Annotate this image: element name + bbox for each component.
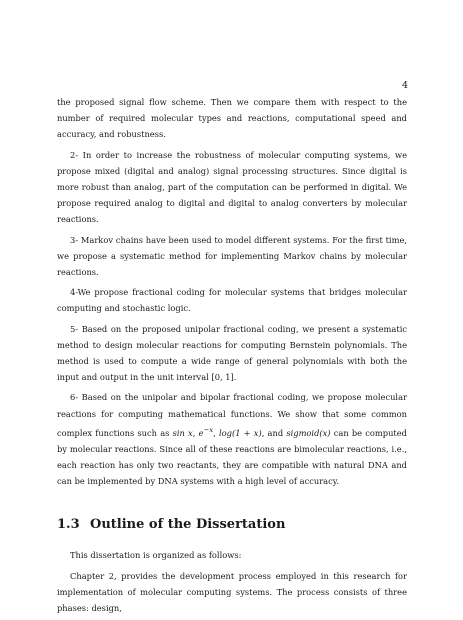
math-sigmoid: sigmoid(x) [286, 427, 331, 438]
math-sin: sin x [172, 427, 193, 438]
section-number: 1.3 [57, 517, 80, 533]
paragraph-outline-intro: This dissertation is organized as follows: [70, 550, 242, 561]
paragraph-chapter-2: Chapter 2, provides the development process employed in this research for implementation of molecular computing systems. The process consists of three phases: design, [57, 570, 407, 614]
math-exp-superscript: −x [203, 425, 214, 434]
page-number: 4 [401, 80, 408, 91]
paragraph-continuation: the proposed signal flow scheme. Then we compare them with respect to the number of required molecular types and reactions, computational speed and accuracy, and robustness. [57, 97, 407, 140]
math-exp: e [198, 427, 204, 438]
paragraph-item-3: 3- Markov chains have been used to model different systems. For the first time, we propose a systematic method for implementing Markov chains by molecular reactions. [57, 234, 407, 278]
paragraph-item-4: 4-We propose fractional coding for molecular systems that bridges molecular computing and stochastic logic. [57, 287, 407, 314]
paragraph-text: 6- Based on the unipolar and bipolar fractional coding, we propose molecular reactions for computing mathematical functions. We show that some common complex functions such as [57, 392, 407, 438]
paragraph-item-5: 5- Based on the proposed unipolar fractional coding, we present a systematic method to design molecular reactions for computing Bernstein polynomials. The method is used to compute a wide range of general polynomials with both the input and output in the unit interval [0, 1]. [57, 323, 407, 383]
page-body [57, 94, 407, 620]
paragraph-text: can be computed by molecular reactions. Since all of these reactions are bimolecular reactions, i.e., each reaction has only two reactants, they are compatible with natural DNA and can be implemented by DNA systems with a high level of accuracy. [57, 427, 407, 487]
paragraph-item-6: 6- Based on the unipolar and bipolar fractional coding, we propose molecular reactions for computing mathematical functions. We show that some common complex functions such as sin x, $e^{-x}$, log(1 + x), and sigmoid(x) can be computed by molecular reactions. Since all of these reactions are bimolecular reactions, i.e., each reaction has only two reactants, they are compatible with natural DNA and can be implemented by DNA systems with a high level of accuracy. [57, 392, 407, 487]
math-log: log(1 + x) [219, 427, 262, 438]
section-title: Outline of the Dissertation [90, 517, 286, 533]
paragraph-item-2: 2- In order to increase the robustness of molecular computing systems, we propose mixed (digital and analog) signal processing structures. Since digital is more robust than analog, part of the computation can be performed in digital. We propose required analog to digital and digital to analog converters by molecular reactions. [57, 149, 407, 225]
section-heading [57, 517, 407, 533]
